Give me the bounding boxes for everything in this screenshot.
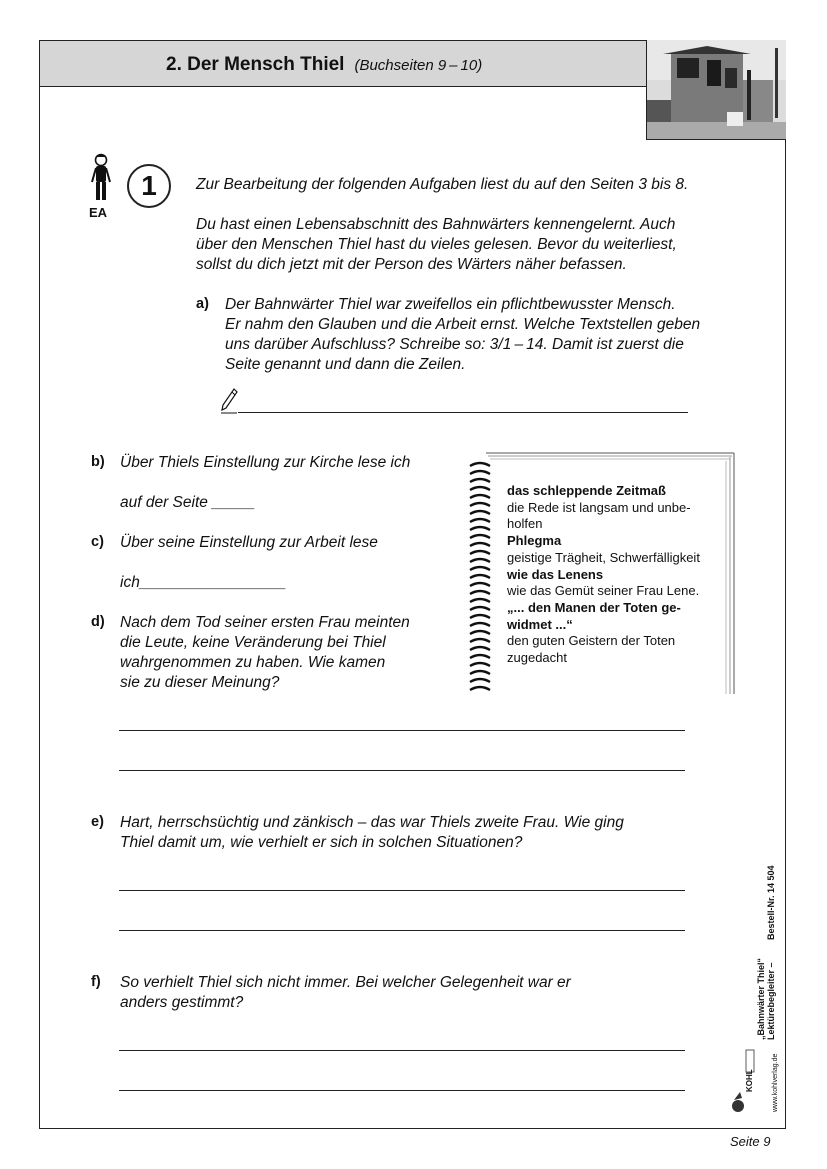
- intro-line-1: Du hast einen Lebensabschnitt des Bahnwärters kennengelernt. Auch: [196, 216, 676, 233]
- glossary-term: Phlegma: [507, 533, 562, 549]
- question-d-line-3: wahrgenommen zu haben. Wie kamen: [120, 654, 386, 671]
- question-f-line-1: So verhielt Thiel sich nicht immer. Bei welcher Gelegenheit war er: [120, 974, 571, 991]
- book-type: Lektürebegleiter –: [766, 962, 776, 1040]
- glossary-definition: zugedacht: [507, 650, 567, 666]
- order-number: Bestell-Nr. 14 504: [766, 865, 776, 940]
- glossary-term: widmet ...“: [507, 616, 573, 632]
- publisher-name: KOHL: [745, 1069, 754, 1092]
- question-f-line-2: anders gestimmt?: [120, 994, 244, 1011]
- intro-text-1: Zur Bearbeitung der folgenden Aufgaben liest du auf den Seiten 3 bis 8.: [196, 176, 689, 193]
- glossary-term: „... den Manen der Toten ge-: [507, 599, 681, 615]
- title-pages: (Buchseiten 9 – 10): [354, 57, 483, 74]
- question-d-line-2: die Leute, keine Veränderung bei Thiel: [120, 634, 386, 651]
- title-text: 2. Der Mensch Thiel: [166, 54, 345, 75]
- question-a-line-3: uns darüber Aufschluss? Schreibe so: 3/1 – 14. Damit ist zuerst die: [225, 336, 684, 353]
- answer-line-f-1[interactable]: [119, 1050, 685, 1051]
- question-f-label: f): [91, 974, 101, 990]
- glossary-text: [507, 483, 700, 667]
- glossary-definition: den guten Geistern der Toten: [507, 633, 676, 649]
- question-c-label: c): [91, 534, 104, 550]
- answer-line-d-1[interactable]: [119, 730, 685, 731]
- question-a-line-2: Er nahm den Glauben und die Arbeit ernst. Welche Textstellen geben: [225, 316, 701, 333]
- glossary-definition: die Rede ist langsam und unbe-: [507, 499, 691, 515]
- glossary-definition: geistige Trägheit, Schwerfälligkeit: [507, 549, 700, 565]
- question-e-line-1: Hart, herrschsüchtig und zänkisch – das war Thiels zweite Frau. Wie ging: [120, 814, 624, 831]
- intro-line-2: über den Menschen Thiel hast du vieles gelesen. Bevor du weiterliest,: [196, 236, 677, 253]
- header-photo: [646, 40, 786, 140]
- answer-line-e-2[interactable]: [119, 930, 685, 931]
- question-e-line-2: Thiel damit um, wie verhielt er sich in solchen Situationen?: [120, 834, 523, 851]
- pencil-icon: [220, 388, 238, 414]
- glossary-term: das schleppende Zeitmaß: [507, 483, 666, 498]
- question-a-label: a): [196, 296, 209, 312]
- question-b-label: b): [91, 454, 105, 470]
- question-d-line-4: sie zu dieser Meinung?: [120, 674, 280, 691]
- question-b-line-1: Über Thiels Einstellung zur Kirche lese ich: [120, 454, 411, 471]
- glossary-definition: holfen: [507, 516, 543, 532]
- question-a-line-1: Der Bahnwärter Thiel war zweifellos ein pflichtbewusster Mensch.: [225, 296, 676, 313]
- question-d-label: d): [91, 614, 105, 630]
- answer-line-f-2[interactable]: [119, 1090, 685, 1091]
- question-c-line-1: Über seine Einstellung zur Arbeit lese: [120, 534, 378, 551]
- answer-line-e-1[interactable]: [119, 890, 685, 891]
- page-number: Seite 9: [730, 1134, 771, 1149]
- publisher-url[interactable]: www.kohlverlag.de: [772, 1053, 779, 1112]
- answer-line-d-2[interactable]: [119, 770, 685, 771]
- question-c-line-2: ich_________________: [120, 574, 287, 591]
- answer-line-a[interactable]: [238, 412, 688, 413]
- question-a-line-4: Seite genannt und dann die Zeilen.: [225, 356, 466, 373]
- question-d-line-1: Nach dem Tod seiner ersten Frau meinten: [120, 614, 410, 631]
- intro-line-3: sollst du dich jetzt mit der Person des Wärters näher befassen.: [196, 256, 627, 273]
- page-title: [166, 54, 482, 76]
- glossary-definition: wie das Gemüt seiner Frau Lene.: [507, 583, 700, 599]
- book-title: „Bahnwärter Thiel“: [756, 957, 766, 1040]
- ea-label: EA: [89, 205, 108, 220]
- question-e-label: e): [91, 814, 104, 830]
- question-b-line-2: auf der Seite _____: [120, 494, 256, 511]
- glossary-term: wie das Lenens: [507, 566, 604, 582]
- task-number: 1: [127, 164, 171, 208]
